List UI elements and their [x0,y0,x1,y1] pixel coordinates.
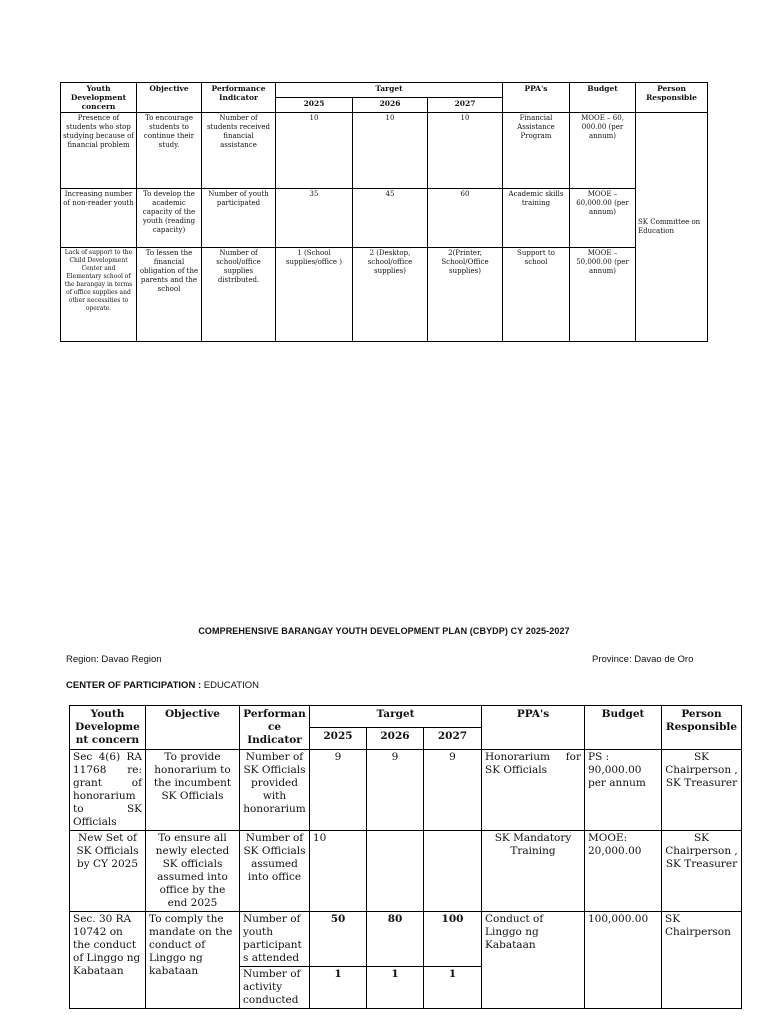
cell-indicator: Number of SK Officials provided with honorarium [240,750,310,831]
table-row [70,831,742,912]
cell-budget: MOOE – 60,000.00 (per annum) [570,189,636,248]
header-objective: Objective [137,83,202,113]
cell-target-2025: 9 [310,750,367,831]
table-row [70,912,742,967]
cell-target-2027: 2(Printer, School/Office supplies) [428,248,503,342]
header-year-2026: 2026 [353,98,428,113]
cell-concern: Lack of support to the Child Development Center and Elementary school of the barangay in terms of office supplies and other necessities to operate. [61,248,137,342]
cell-target-2027: 10 [428,113,503,189]
header-indicator: Performan ce Indicator [240,706,310,750]
cell-indicator: Number of SK Officials assumed into office [240,831,310,912]
cell-target-2026: 2 (Desktop, school/office supplies) [353,248,428,342]
table-row [70,750,742,831]
cell-objective: To lessen the financial obligation of the parents and the school [137,248,202,342]
header-year-2026: 2026 [367,728,424,750]
cell-concern: Increasing number of non-reader youth [61,189,137,248]
cell-ppa: Academic skills training [503,189,570,248]
header-person: Person Responsible [636,83,708,113]
cell-target-2026: 10 [353,113,428,189]
plan-table-education-1 [60,82,708,342]
plan-table-education-2 [69,705,742,1009]
header-year-2027: 2027 [428,98,503,113]
cell-ppa: Financial Assistance Program [503,113,570,189]
header-indicator: Performance Indicator [202,83,276,113]
cell-objective: To provide honorarium to the incumbent SK Officials [146,750,240,831]
header-concern: Youth Developme nt concern [70,706,146,750]
table-row [61,189,708,248]
cell-target-2027 [424,831,482,912]
cell-target-2025: 50 [310,912,367,967]
header-target: Target [276,83,503,98]
header-objective: Objective [146,706,240,750]
header-year-2027: 2027 [424,728,482,750]
cell-person: SK Chairperson [662,912,742,1009]
cell-concern: Sec 4(6) RA 11768 re: grant of honorarium to SK Officials [70,750,146,831]
cell-target-2027: 60 [428,189,503,248]
cell-ppa: Honorarium for SK Officials [482,750,585,831]
cell-target-2026: 9 [367,750,424,831]
center-of-participation [66,680,259,691]
cell-indicator: Number of youth participated [202,189,276,248]
cell-concern: Presence of students who stop studying because of financial problem [61,113,137,189]
cell-ppa: Conduct of Linggo ng Kabataan [482,912,585,1009]
cell-person: SK Chairperson , SK Treasurer [662,831,742,912]
center-label: CENTER OF PARTICIPATION : [66,680,202,691]
center-value: EDUCATION [201,680,259,691]
table-row [61,113,708,189]
cell-target-2026: 45 [353,189,428,248]
header-year-2025: 2025 [310,728,367,750]
header-concern: Youth Development concern [61,83,137,113]
cell-objective: To encourage students to continue their study. [137,113,202,189]
cell-ppa: SK Mandatory Training [482,831,585,912]
province-label: Province: Davao de Oro [592,654,694,665]
header-target: Target [310,706,482,728]
header-ppa: PPA's [482,706,585,750]
cell-target-2026 [367,831,424,912]
header-budget: Budget [585,706,662,750]
cell-concern: New Set of SK Officials by CY 2025 [70,831,146,912]
cell-concern: Sec. 30 RA 10742 on the conduct of Linggo ng Kabataan [70,912,146,1009]
region-label: Region: Davao Region [66,654,162,665]
cell-indicator: Number of school/office supplies distributed. [202,248,276,342]
cell-person-responsible: SK Committee on Education [636,113,708,342]
header-budget: Budget [570,83,636,113]
cell-person: SK Chairperson , SK Treasurer [662,750,742,831]
cell-target-2026-activities: 1 [367,967,424,1009]
table-row [61,248,708,342]
cell-indicator-activities: Number of activity conducted [240,967,310,1009]
cell-ppa: Support to school [503,248,570,342]
cell-target-2027-activities: 1 [424,967,482,1009]
cell-objective: To ensure all newly elected SK officials assumed into office by the end 2025 [146,831,240,912]
cell-budget: MOOE: 20,000.00 [585,831,662,912]
cell-target-2025-activities: 1 [310,967,367,1009]
cell-objective: To develop the academic capacity of the youth (reading capacity) [137,189,202,248]
cell-budget: MOOE – 50,000.00 (per annum) [570,248,636,342]
header-person: Person Responsible [662,706,742,750]
cell-target-2025: 35 [276,189,353,248]
cell-indicator: Number of students received financial assistance [202,113,276,189]
cell-target-2025: 10 [276,113,353,189]
cell-target-2025: 1 (School supplies/office ) [276,248,353,342]
cell-budget: 100,000.00 [585,912,662,1009]
cell-budget: PS : 90,000.00 per annum [585,750,662,831]
cell-target-2027: 100 [424,912,482,967]
cell-objective: To comply the mandate on the conduct of Linggo ng kabataan [146,912,240,1009]
header-year-2025: 2025 [276,98,353,113]
cell-target-2025: 10 [310,831,367,912]
document-title: COMPREHENSIVE BARANGAY YOUTH DEVELOPMENT PLAN (CBYDP) CY 2025-2027 [198,626,570,636]
cell-target-2026: 80 [367,912,424,967]
header-ppa: PPA's [503,83,570,113]
cell-indicator: Number of youth participant s attended [240,912,310,967]
cell-target-2027: 9 [424,750,482,831]
cell-budget: MOOE – 60, 000.00 (per annum) [570,113,636,189]
